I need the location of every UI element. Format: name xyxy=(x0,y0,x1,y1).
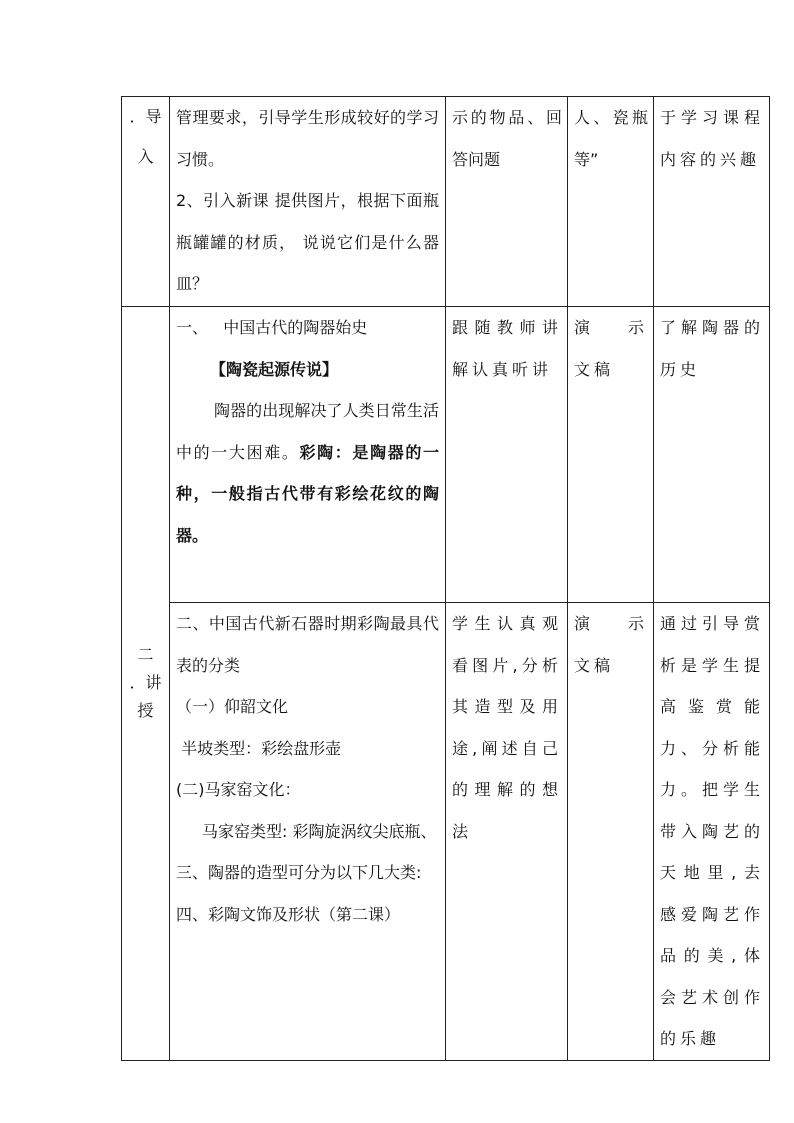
stage-label: ．导 xyxy=(129,107,162,126)
media-text: 演 示 文稿 xyxy=(574,614,648,675)
purpose-cell xyxy=(654,603,770,1061)
stage-label: 二 xyxy=(137,645,154,665)
content-paragraph xyxy=(176,390,439,556)
student-activity-text: 跟随教师讲解认真听讲 xyxy=(452,318,562,379)
media-cell xyxy=(568,603,654,1061)
teacher-activity-cell xyxy=(170,97,446,307)
student-activity-text: 示的物品、回答问题 xyxy=(452,108,562,169)
stage-cell-intro xyxy=(122,97,170,307)
content-line: 马家窑类型: 彩陶旋涡纹尖底瓶、 xyxy=(202,821,437,841)
stage-label: 入 xyxy=(137,147,154,166)
purpose-text: 了解陶器的历史 xyxy=(660,318,764,379)
content-line: （一）仰韶文化 xyxy=(176,697,289,716)
lesson-plan-table xyxy=(121,96,770,1061)
content-paragraph: 2、引入新课 提供图片，根据下面瓶瓶罐罐的材质， 说说它们是什么器皿？ xyxy=(176,191,439,293)
student-activity-cell xyxy=(446,307,568,603)
stage-label: 授 xyxy=(137,701,154,721)
purpose-cell xyxy=(654,307,770,603)
purpose-text: 于学习课程内容的兴趣 xyxy=(660,108,764,169)
student-activity-text: 学生认真观看图片,分析其造型及用途,阐述自己的理解的想法 xyxy=(452,614,562,841)
section-subheading: 【陶瓷起源传说】 xyxy=(210,359,339,379)
purpose-text: 通过引导赏析是学生提高鉴赏能力、分析能力。把学生带入陶艺的天地里,去感爱陶艺作品的美,体会艺术创作的乐趣 xyxy=(660,614,764,1048)
stage-cell-lecture xyxy=(122,307,170,1061)
content-line: 二、中国古代新石器时期彩陶最具代表的分类 xyxy=(176,614,439,675)
media-text: 演 示 文稿 xyxy=(574,318,648,379)
content-line: 三、陶器的造型可分为以下几大类: xyxy=(176,863,422,882)
section-heading: 一、 中国古代的陶器始史 xyxy=(176,318,368,337)
teacher-activity-cell xyxy=(170,603,446,1061)
table-row xyxy=(122,603,770,1061)
student-activity-cell xyxy=(446,97,568,307)
teacher-activity-cell xyxy=(170,307,446,603)
student-activity-cell xyxy=(446,603,568,1061)
content-paragraph: 管理要求，引导学生形成较好的学习习惯。 xyxy=(176,108,439,169)
content-line: 四、彩陶文饰及形状（第二课） xyxy=(176,904,401,924)
table-row xyxy=(122,97,770,307)
stage-label: ．讲 xyxy=(129,673,162,693)
media-cell xyxy=(568,307,654,603)
paragraph-normal-text: 陶器的出现解决了人类日常生活中的一大困难。 xyxy=(176,401,439,462)
purpose-cell xyxy=(654,97,770,307)
table-row xyxy=(122,307,770,603)
content-line: 半坡类型：彩绘盘形壶 xyxy=(176,738,342,758)
paragraph-bold-text: 彩陶：是陶器的一种，一般指古代带有彩绘花纹的陶器。 xyxy=(176,442,439,545)
media-text: 人、瓷瓶等” xyxy=(574,108,648,169)
content-line: (二)马家窑文化： xyxy=(176,780,301,799)
media-cell xyxy=(568,97,654,307)
